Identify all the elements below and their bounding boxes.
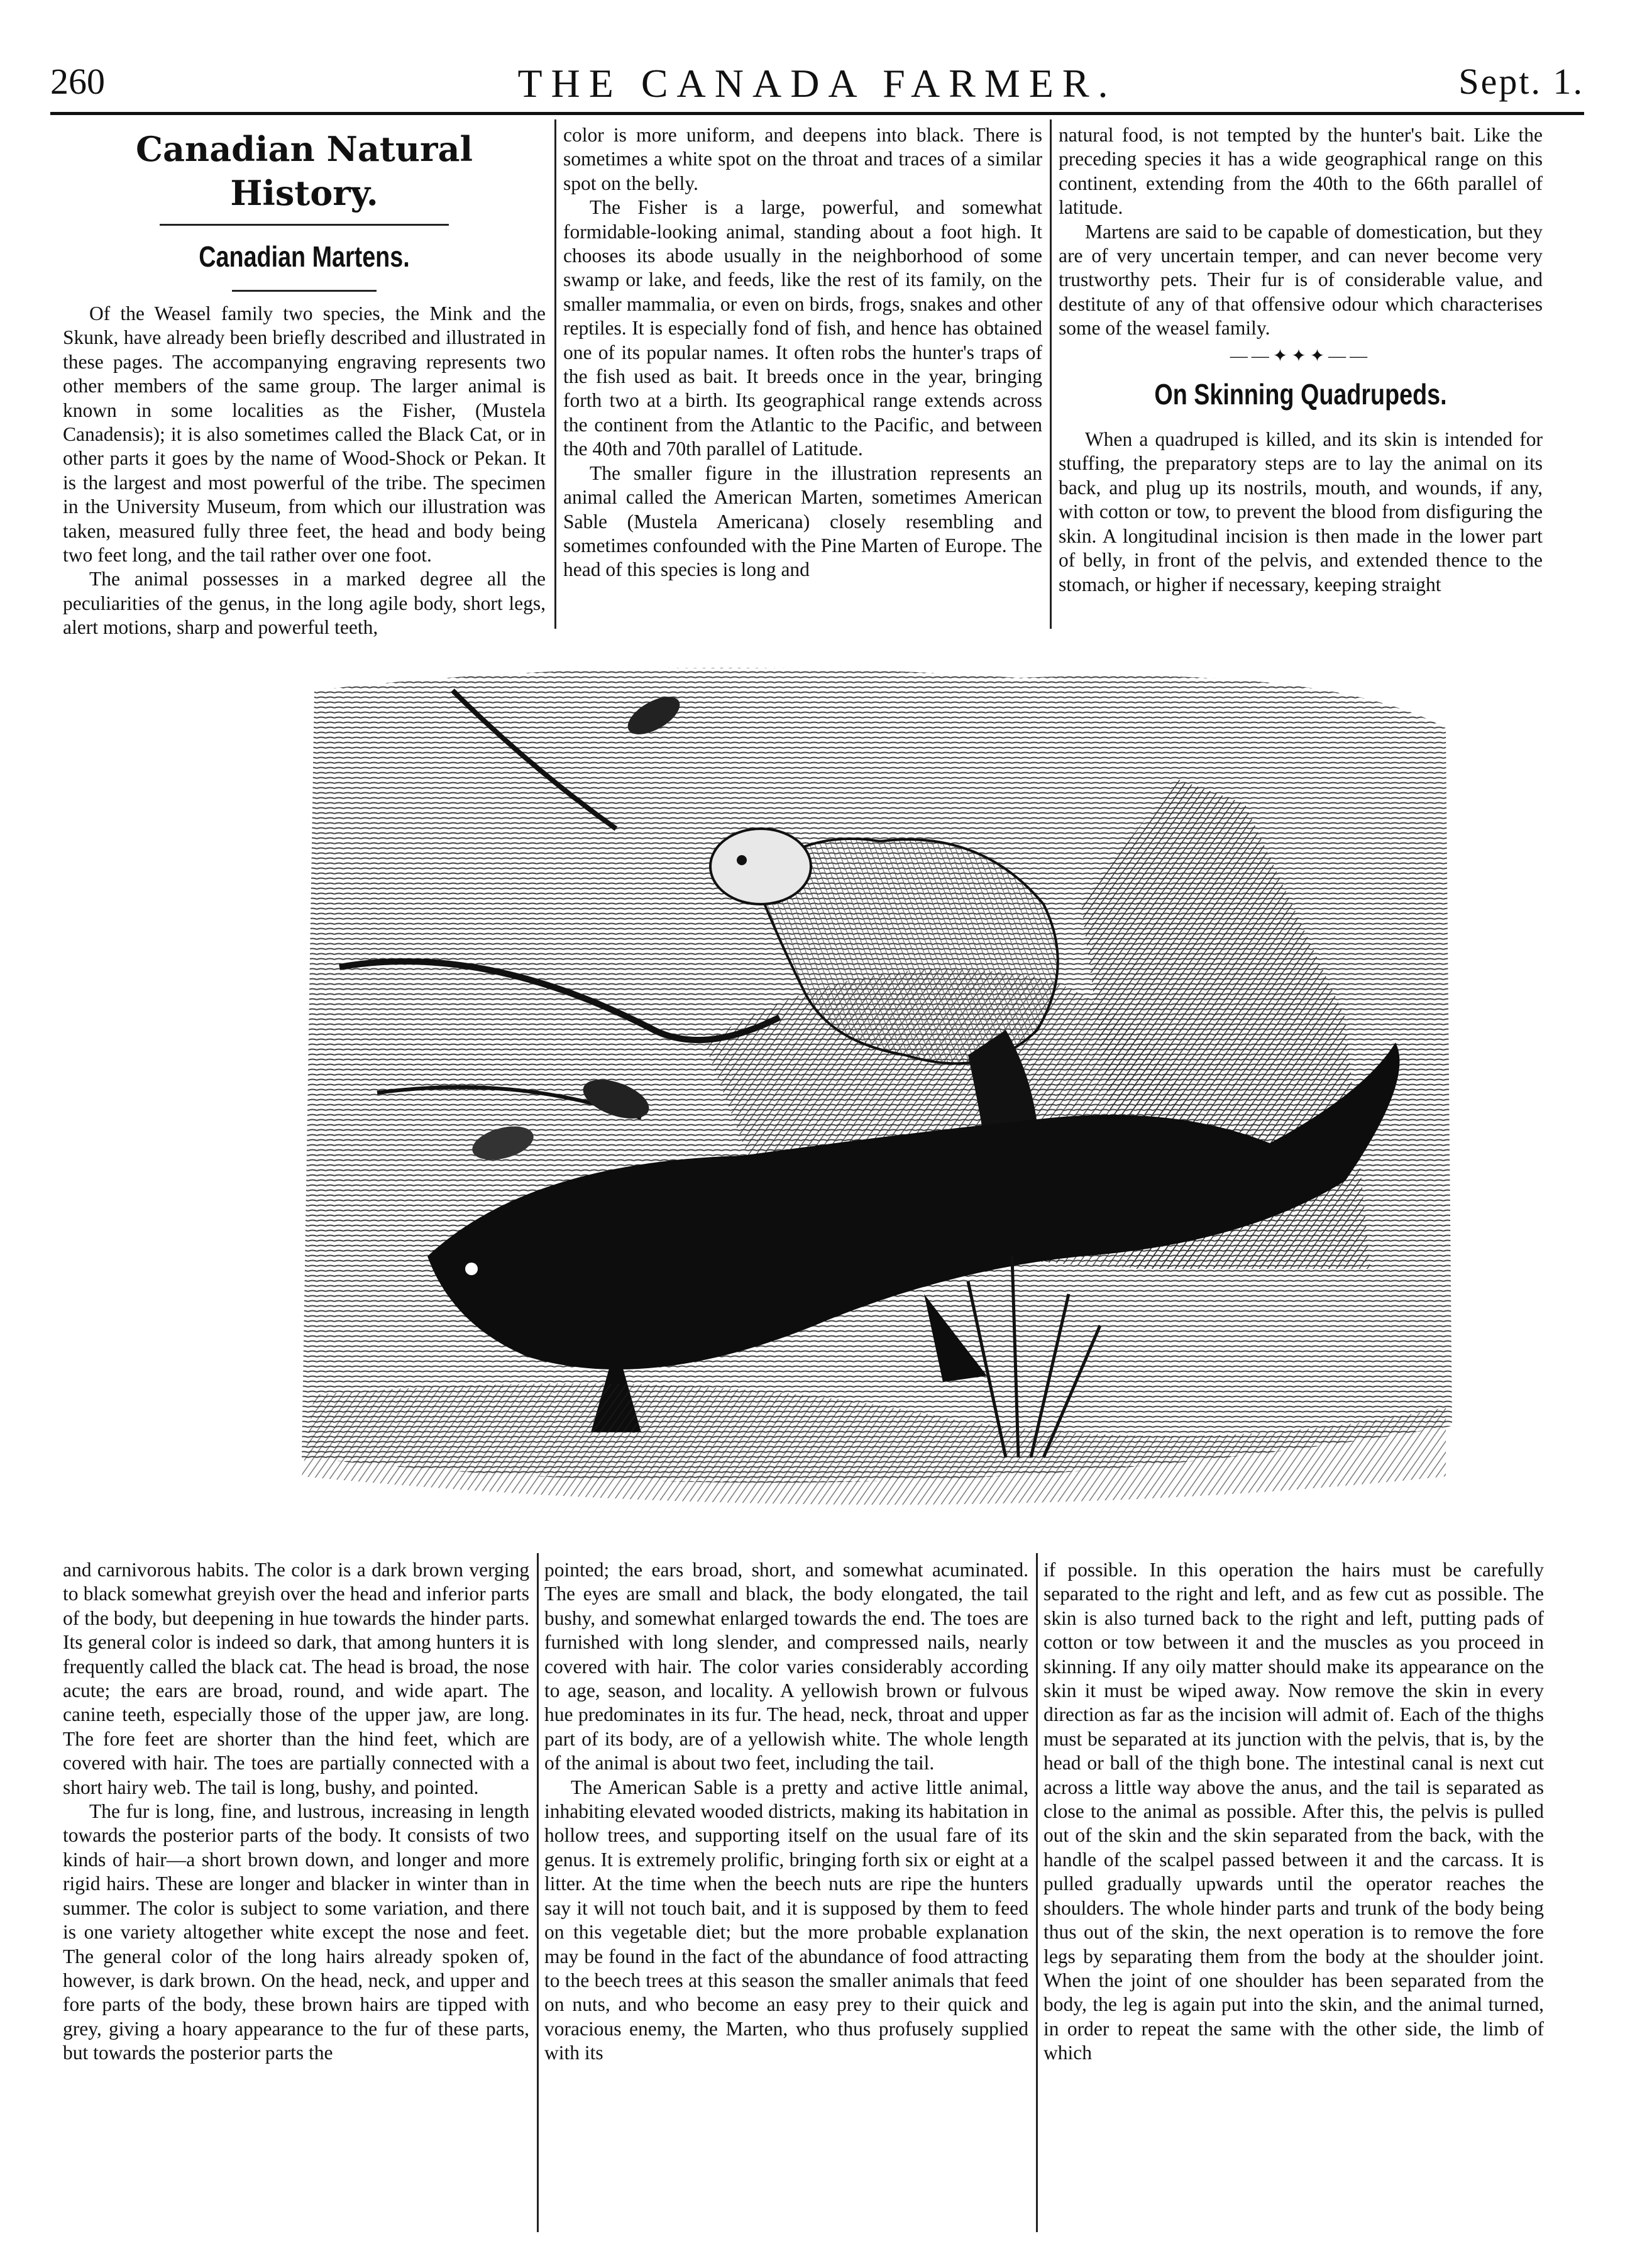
bottom-column-2: [544, 1558, 1028, 2066]
column-divider: [554, 119, 556, 629]
article-title-skinning: On Skinning Quadrupeds.: [1154, 378, 1447, 411]
masthead-rule: [50, 112, 1584, 115]
paragraph: The fur is long, fine, and lustrous, increasing in length towards the posterior parts of the body. It consists of two kinds of hair—a short brown down, and longer and more rigid hairs. These are longer and blacker in winter than in summer. The color is subject to some variation, and there is one variety altogether white except the nose and feet. The general color of the long hairs already spoken of, however, is dark brown. On the head, neck, and upper and fore parts of the body, these brown hairs are tipped with grey, giving a hoary appearance to the fur of these parts, but towards the posterior parts the: [63, 1800, 529, 2064]
engraving-martens: [264, 640, 1477, 1546]
paragraph: color is more uniform, and deepens into black. There is sometimes a white spot on the throat and traces of a similar spot on the belly.: [563, 124, 1042, 194]
top-column-2: [563, 123, 1042, 582]
masthead: [50, 60, 1584, 111]
top-column-3: [1059, 123, 1543, 597]
article-title-martens: Canadian Martens.: [199, 240, 410, 273]
paragraph: and carnivorous habits. The color is a dark brown verging to black somewhat greyish over the head and inferior parts of the body, but deepening in hue towards the hinder parts. Its general color is indeed so dark, that among hunters it is frequently called the black cat. The head is broad, the nose acute; the ears are broad, round, and wide apart. The canine teeth, especially those of the upper jaw, are long. The fore feet are shorter than the hind feet, which are covered with hair. The toes are partially connected with a short hairy web. The tail is long, bushy, and pointed.: [63, 1559, 529, 1798]
paragraph: Martens are said to be capable of domestication, but they are of very uncertain temper, and can never become very trustworthy pets. Their fur is of considerable value, and destitute of any of that offensive odour which characterises some of the weasel family.: [1059, 220, 1543, 340]
paragraph: pointed; the ears broad, short, and somewhat acuminated. The eyes are small and black, the body elongated, the tail bushy, and somewhat enlarged towards the end. The toes are furnished with long slender, and compressed nails, nearly covered with hair. The color varies considerably according to age, season, and locality. A yellowish brown or fulvous hue predominates in its fur. The head, neck, throat and upper part of its body, are of a yellowish white. The whole length of the animal is about two feet, including the tail.: [544, 1559, 1028, 1774]
paragraph: The animal possesses in a marked degree all the peculiarities of the genus, in the long agile body, short legs, alert motions, sharp and powerful teeth,: [63, 568, 546, 639]
paragraph: The Fisher is a large, powerful, and somewhat formidable-looking animal, standing about a foot high. It chooses its abode usually in the neighborhood of some swamp or lake, and feeds, like the rest of its family, on the smaller mammalia, or even on birds, frogs, snakes and other reptiles. It is especially fond of fish, and hence has obtained one of its popular names. It often robs the hunter's traps of the fish used as bait. It breeds once in the year, bringing forth two at a birth. Its geographical range extends across the continent from the Atlantic to the Pacific, and between the 40th and 70th parallel of Latitude.: [563, 196, 1042, 460]
column-divider: [1050, 119, 1052, 629]
paragraph: The smaller figure in the illustration represents an animal called the American Marten, sometimes American Sable (Mustela Americana) closely resembling and sometimes confounded with the Pine Marten of Europe. The head of this species is long and: [563, 462, 1042, 581]
paragraph: if possible. In this operation the hairs must be carefully separated to the right and left, and as few cut as possible. The skin is also turned back to the right and left, putting pads of cotton or tow between it and the muscles as you proceed in skinning. If any oily matter should make its appearance on the skin it must be wiped away. Now remove the skin in every direction as far as the incision will admit of. Each of the thighs must be separated at its junction with the pelvis, that is, by the head or ball of the thigh bone. The intestinal canal is next cut across a little way above the anus, and the tail is separated as close to the animal as possible. After this, the pelvis is pulled out of the skin and the skin separated from the back, with the handle of the scalpel passed between it and the carcass. It is pulled gradually upwards until the operator reaches the shoulders. The whole hinder parts and trunk of the body being thus out of the skin, the next operation is to remove the fore legs by separating them from the body at the shoulder joint. When the joint of one shoulder has been separated from the body, the leg is again put into the skin, and the animal turned, in order to repeat the same with the other side, the limb of which: [1044, 1559, 1544, 2064]
top-column-1: [63, 123, 546, 640]
newspaper-title: THE CANADA FARMER.: [517, 61, 1117, 106]
column-divider: [537, 1553, 539, 2232]
issue-date: Sept. 1.: [1458, 61, 1584, 102]
paragraph: Of the Weasel family two species, the Mink and the Skunk, have already been briefly described and illustrated in these pages. The accompanying engraving represents two other members of the same group. The larger animal is known in some localities as the Fisher, (Mustela Canadensis); it is also sometimes called the Black Cat, or in other parts it goes by the name of Wood-Shock or Pekan. It is the largest and most powerful of the tribe. The specimen in the University Museum, from which our illustration was taken, measured fully three feet, the head and body being two feet long, and the tail rather over one foot.: [63, 302, 546, 567]
article-title-rule: [232, 290, 377, 292]
ornament-divider: ——✦✦✦——: [1230, 346, 1372, 366]
paragraph: When a quadruped is killed, and its skin is intended for stuffing, the preparatory steps are to lay the animal on its back, and plug up its nostrils, mouth, and wounds, if any, with cotton or tow, to prevent the blood from disfiguring the skin. A longitudinal incision is then made in the lower part of belly, in front of the pelvis, and extended thence to the stomach, or higher if necessary, keeping straight: [1059, 428, 1543, 595]
page-number: 260: [50, 61, 105, 102]
paragraph: The American Sable is a pretty and active little animal, inhabiting elevated wooded districts, making its habitation in hollow trees, and supporting itself on the usual fare of its genus. It is extremely prolific, bringing forth six or eight at a litter. At the time when the beech nuts are ripe the hunters say it will not touch bait, and it is supposed by them to feed on this vegetable diet; but the more probable explanation may be found in the fact of the abundance of food attracting to the beech trees at this season the smaller animals that feed on nuts, and who become an easy prey to their quick and voracious enemy, the Marten, who thus profusely supplied with its: [544, 1776, 1028, 2064]
bottom-column-3: [1044, 1558, 1544, 2066]
section-heading: Canadian Natural History.: [135, 129, 473, 213]
column-divider: [1036, 1553, 1038, 2232]
section-heading-rule: [160, 224, 449, 226]
paragraph: natural food, is not tempted by the hunter's bait. Like the preceding species it has a wide geographical range on this continent, extending from the 40th to the 66th parallel of latitude.: [1059, 124, 1543, 219]
bottom-column-1: [63, 1558, 529, 2066]
